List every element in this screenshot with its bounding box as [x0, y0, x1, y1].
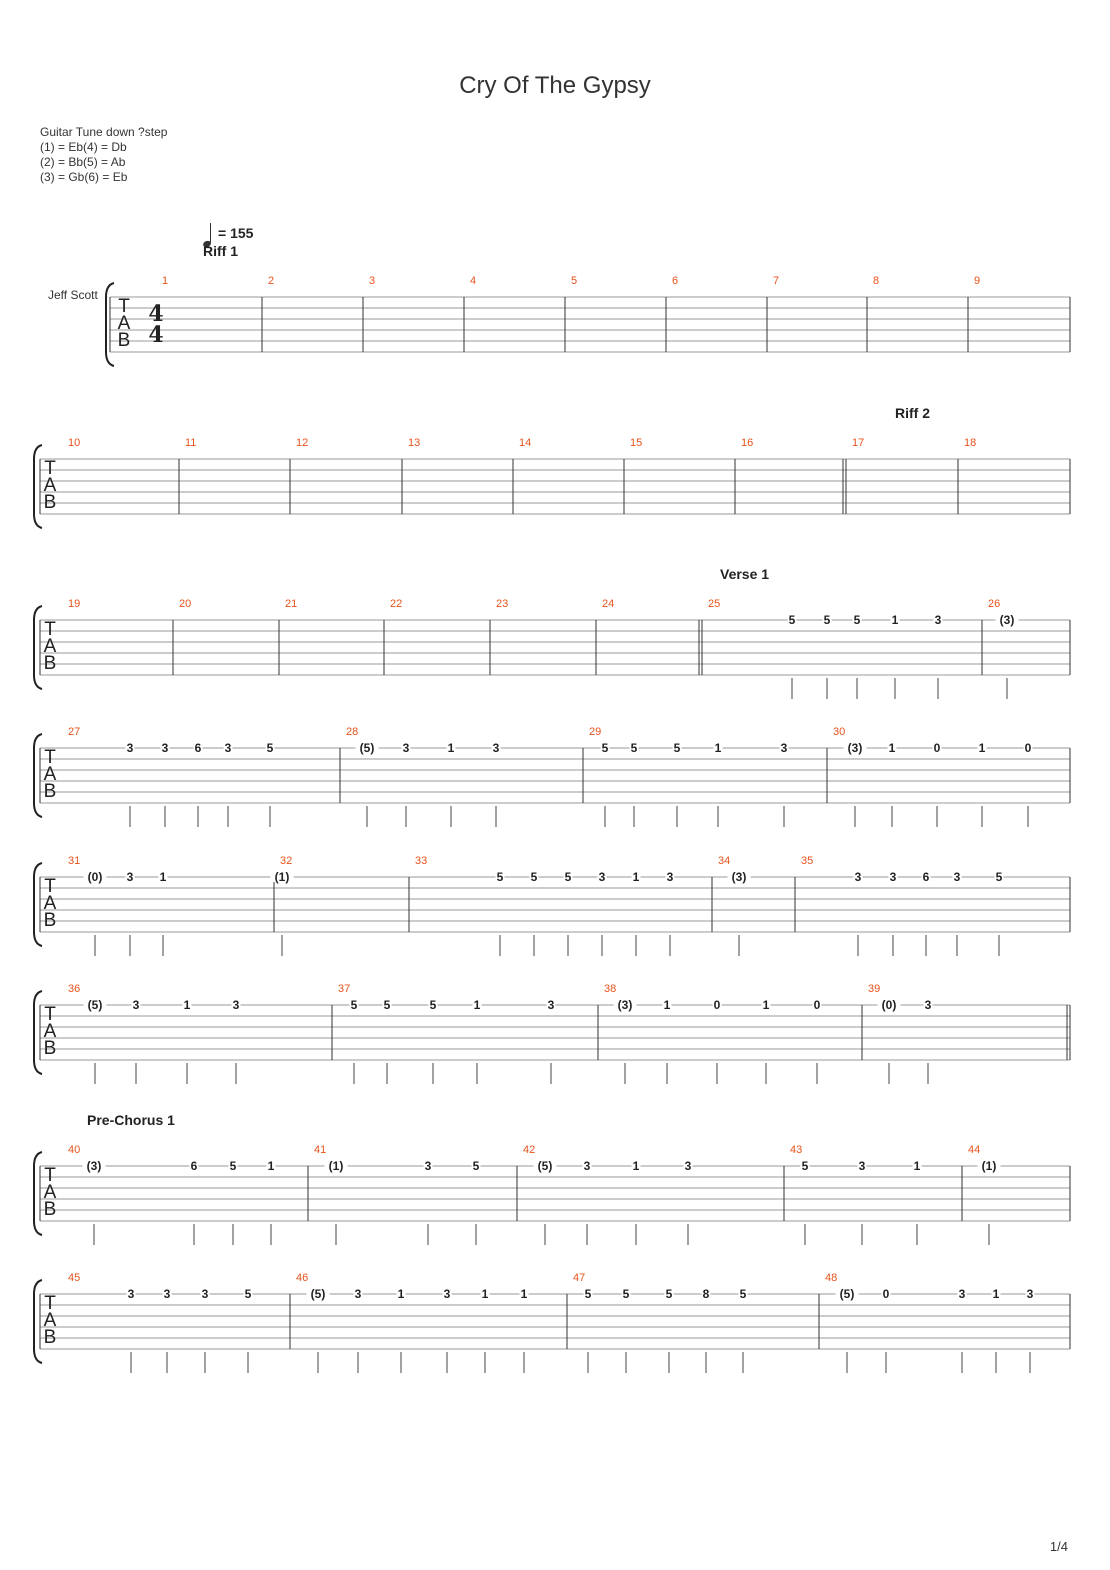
- tab-clef-letter: A: [43, 764, 57, 785]
- fret-number: 5: [801, 1159, 809, 1173]
- section-label: Pre-Chorus 1: [87, 1112, 175, 1128]
- fret-number: 3: [443, 1287, 451, 1301]
- system-bracket: [34, 991, 42, 1074]
- tab-clef-letter: A: [43, 636, 57, 657]
- fret-number: 3: [953, 870, 961, 884]
- measure-number: 18: [964, 437, 977, 449]
- measure-number: 24: [602, 598, 615, 610]
- fret-number: 5: [530, 870, 538, 884]
- section-label: Riff 2: [895, 405, 930, 421]
- measure-number: 21: [285, 598, 298, 610]
- tab-clef-letter: A: [43, 475, 57, 496]
- fret-number: (5): [537, 1159, 553, 1173]
- fret-number: 1: [913, 1159, 921, 1173]
- fret-number: 5: [823, 613, 831, 627]
- fret-number: (1): [981, 1159, 997, 1173]
- tab-clef-letter: B: [43, 653, 57, 674]
- fret-number: 1: [888, 741, 896, 755]
- tab-clef-letter: T: [44, 619, 56, 640]
- fret-number: 3: [666, 870, 674, 884]
- measure-number: 34: [718, 855, 731, 867]
- measure-number: 11: [185, 437, 197, 449]
- fret-number: 3: [924, 998, 932, 1012]
- fret-number: 5: [564, 870, 572, 884]
- fret-number: 1: [992, 1287, 1000, 1301]
- fret-number: 5: [673, 741, 681, 755]
- fret-number: 5: [244, 1287, 252, 1301]
- tab-clef-letter: A: [117, 313, 131, 334]
- tab-clef-letter: T: [44, 1165, 56, 1186]
- measure-number: 10: [68, 437, 81, 449]
- measure-number: 35: [801, 855, 814, 867]
- measure-number: 2: [268, 275, 275, 287]
- measure-number: 38: [604, 983, 617, 995]
- measure-number: 8: [873, 275, 880, 287]
- tab-clef-letter: T: [44, 747, 56, 768]
- fret-number: 1: [762, 998, 770, 1012]
- fret-number: (5): [839, 1287, 855, 1301]
- measure-number: 39: [868, 983, 881, 995]
- fret-number: 0: [813, 998, 821, 1012]
- fret-number: 3: [126, 870, 134, 884]
- fret-number: (3): [999, 613, 1015, 627]
- page-number: 1/4: [1049, 1539, 1068, 1554]
- fret-number: 1: [447, 741, 455, 755]
- measure-number: 33: [415, 855, 428, 867]
- measure-number: 47: [573, 1272, 586, 1284]
- fret-number: 3: [934, 613, 942, 627]
- section-label: Verse 1: [720, 566, 770, 582]
- fret-number: 5: [429, 998, 437, 1012]
- fret-number: 5: [995, 870, 1003, 884]
- fret-number: 3: [598, 870, 606, 884]
- fret-number: 5: [350, 998, 358, 1012]
- fret-number: 5: [496, 870, 504, 884]
- measure-number: 17: [852, 437, 865, 449]
- measure-number: 32: [280, 855, 293, 867]
- measure-number: 37: [338, 983, 351, 995]
- tab-clef-letter: A: [43, 1182, 57, 1203]
- fret-number: 6: [190, 1159, 198, 1173]
- system-bracket: [34, 1280, 42, 1363]
- measure-number: 13: [408, 437, 421, 449]
- measure-number: 1: [162, 275, 169, 287]
- score-title: Cry Of The Gypsy: [459, 72, 651, 99]
- fret-number: 3: [492, 741, 500, 755]
- fret-number: 3: [854, 870, 862, 884]
- fret-number: 3: [126, 741, 134, 755]
- fret-number: 5: [472, 1159, 480, 1173]
- fret-number: 3: [583, 1159, 591, 1173]
- tab-clef-letter: B: [117, 330, 131, 351]
- fret-number: 5: [584, 1287, 592, 1301]
- measure-number: 31: [68, 855, 81, 867]
- measure-number: 25: [708, 598, 721, 610]
- fret-number: 6: [194, 741, 202, 755]
- measure-number: 36: [68, 983, 81, 995]
- measure-number: 12: [296, 437, 309, 449]
- system-bracket: [34, 445, 42, 528]
- tempo-marking: = 155: [218, 225, 254, 241]
- tab-clef-letter: B: [43, 1327, 57, 1348]
- fret-number: (5): [87, 998, 103, 1012]
- measure-number: 28: [346, 726, 359, 738]
- fret-number: 1: [159, 870, 167, 884]
- fret-number: 5: [229, 1159, 237, 1173]
- fret-number: 1: [632, 1159, 640, 1173]
- measure-number: 14: [519, 437, 532, 449]
- fret-number: 1: [473, 998, 481, 1012]
- tab-clef-letter: B: [43, 492, 57, 513]
- fret-number: 3: [402, 741, 410, 755]
- tuning-line: (2) = Bb(5) = Ab: [40, 155, 126, 169]
- fret-number: 1: [714, 741, 722, 755]
- measure-number: 9: [974, 275, 981, 287]
- measure-number: 6: [672, 275, 679, 287]
- fret-number: (3): [731, 870, 747, 884]
- fret-number: (0): [881, 998, 897, 1012]
- fret-number: 3: [858, 1159, 866, 1173]
- fret-number: 5: [266, 741, 274, 755]
- fret-number: 3: [127, 1287, 135, 1301]
- section-label: Riff 1: [203, 243, 238, 259]
- fret-number: 1: [267, 1159, 275, 1173]
- fret-number: 3: [163, 1287, 171, 1301]
- measure-number: 26: [988, 598, 1001, 610]
- fret-number: 5: [853, 613, 861, 627]
- system-bracket: [34, 863, 42, 946]
- fret-number: 3: [132, 998, 140, 1012]
- fret-number: (3): [617, 998, 633, 1012]
- fret-number: 1: [520, 1287, 528, 1301]
- fret-number: 5: [622, 1287, 630, 1301]
- fret-number: (3): [86, 1159, 102, 1173]
- fret-number: 1: [891, 613, 899, 627]
- measure-number: 23: [496, 598, 509, 610]
- fret-number: 3: [224, 741, 232, 755]
- fret-number: 3: [780, 741, 788, 755]
- measure-number: 15: [630, 437, 643, 449]
- instrument-name: Jeff Scott: [48, 288, 98, 302]
- fret-number: 3: [684, 1159, 692, 1173]
- measure-number: 30: [833, 726, 846, 738]
- measure-number: 22: [390, 598, 403, 610]
- measure-number: 7: [773, 275, 780, 287]
- fret-number: 1: [978, 741, 986, 755]
- fret-number: 5: [383, 998, 391, 1012]
- fret-number: 3: [201, 1287, 209, 1301]
- tuning-line: (3) = Gb(6) = Eb: [40, 170, 128, 184]
- tab-clef-letter: T: [44, 458, 56, 479]
- fret-number: 3: [547, 998, 555, 1012]
- fret-number: 8: [702, 1287, 710, 1301]
- fret-number: (1): [274, 870, 290, 884]
- tuning-line: Guitar Tune down ?step: [40, 125, 168, 139]
- fret-number: 1: [397, 1287, 405, 1301]
- fret-number: (5): [310, 1287, 326, 1301]
- measure-number: 3: [369, 275, 376, 287]
- time-signature-top: 4: [148, 301, 164, 327]
- fret-number: 1: [481, 1287, 489, 1301]
- fret-number: 3: [232, 998, 240, 1012]
- fret-number: (3): [847, 741, 863, 755]
- fret-number: 3: [161, 741, 169, 755]
- measure-number: 41: [314, 1144, 327, 1156]
- system-bracket: [34, 606, 42, 689]
- fret-number: 5: [630, 741, 638, 755]
- fret-number: 0: [933, 741, 941, 755]
- tab-clef-letter: A: [43, 1310, 57, 1331]
- fret-number: 1: [663, 998, 671, 1012]
- measure-number: 45: [68, 1272, 81, 1284]
- fret-number: (0): [87, 870, 103, 884]
- measure-number: 42: [523, 1144, 536, 1156]
- fret-number: 3: [1026, 1287, 1034, 1301]
- tab-clef-letter: T: [44, 1293, 56, 1314]
- measure-number: 48: [825, 1272, 838, 1284]
- system-bracket: [34, 1152, 42, 1235]
- tab-clef-letter: A: [43, 1021, 57, 1042]
- measure-number: 4: [470, 275, 477, 287]
- time-signature-bottom: 4: [148, 322, 164, 348]
- fret-number: 5: [739, 1287, 747, 1301]
- fret-number: 5: [601, 741, 609, 755]
- tab-clef-letter: T: [118, 296, 130, 317]
- fret-number: 3: [889, 870, 897, 884]
- tab-clef-letter: T: [44, 1004, 56, 1025]
- tab-clef-letter: T: [44, 876, 56, 897]
- measure-number: 46: [296, 1272, 309, 1284]
- tab-clef-letter: B: [43, 910, 57, 931]
- measure-number: 20: [179, 598, 192, 610]
- fret-number: 5: [788, 613, 796, 627]
- tuning-line: (1) = Eb(4) = Db: [40, 140, 127, 154]
- fret-number: 0: [1024, 741, 1032, 755]
- fret-number: 0: [713, 998, 721, 1012]
- fret-number: 3: [958, 1287, 966, 1301]
- tab-clef-letter: A: [43, 893, 57, 914]
- fret-number: 1: [183, 998, 191, 1012]
- tab-clef-letter: B: [43, 781, 57, 802]
- fret-number: 3: [424, 1159, 432, 1173]
- tab-clef-letter: B: [43, 1199, 57, 1220]
- fret-number: (5): [359, 741, 375, 755]
- fret-number: 6: [922, 870, 930, 884]
- measure-number: 5: [571, 275, 578, 287]
- measure-number: 40: [68, 1144, 81, 1156]
- system-bracket: [34, 734, 42, 817]
- fret-number: 0: [882, 1287, 890, 1301]
- measure-number: 43: [790, 1144, 803, 1156]
- fret-number: 5: [665, 1287, 673, 1301]
- measure-number: 44: [968, 1144, 981, 1156]
- tab-clef-letter: B: [43, 1038, 57, 1059]
- fret-number: (1): [328, 1159, 344, 1173]
- measure-number: 19: [68, 598, 81, 610]
- measure-number: 16: [741, 437, 754, 449]
- fret-number: 3: [354, 1287, 362, 1301]
- measure-number: 27: [68, 726, 81, 738]
- measure-number: 29: [589, 726, 602, 738]
- fret-number: 1: [632, 870, 640, 884]
